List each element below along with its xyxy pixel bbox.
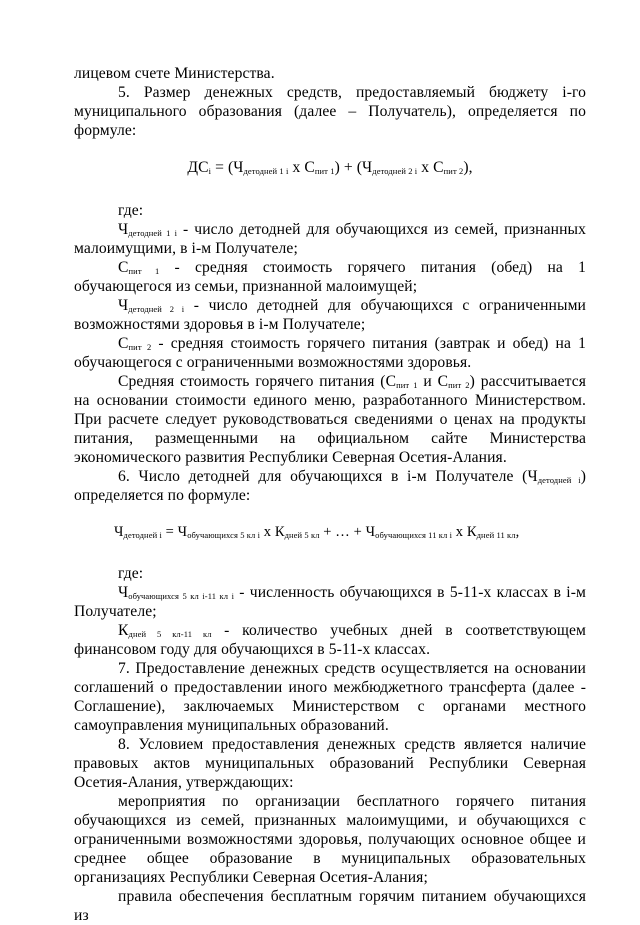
symbol-sub: детодней 1 i (128, 228, 178, 238)
definition-6 (74, 621, 586, 659)
definition-text: - число детодней для обучающихся из семей, признанных малоимущими, в i-м Получателе; (74, 221, 586, 257)
document-page (74, 64, 586, 925)
formula-sub: дней 5 кл (284, 530, 320, 540)
paragraph-5: 5. Размер денежных средств, предоставляемый бюджету i-го муниципального образования (далее – Получатель), определяется по формуле: (74, 84, 586, 139)
symbol-sub: пит 1 (128, 266, 160, 276)
formula-text: = Ч (161, 524, 188, 540)
paragraph-text: ) определяется по формуле: (74, 468, 586, 504)
formula-text: ), (463, 159, 473, 176)
symbol-sub: пит 2 (128, 342, 152, 352)
paragraph-text: ) рассчитывается на основании стоимости единого меню, разработанного Министерством. При расчете следует руководствоваться сведениями о ценах на продукты питания, размещенными на официальном сайте Министерства экономического развития Республики Северная Осетия-Алания. (74, 373, 586, 466)
formula-days (114, 523, 586, 542)
symbol-sub: детодней i (537, 475, 581, 485)
formula-text: х С (417, 159, 444, 176)
formula-sub: пит 1 (314, 166, 335, 176)
symbol: Ч (118, 584, 129, 601)
formula-text: х С (288, 159, 315, 176)
where-label: где: (118, 565, 144, 582)
definition-text: - количество учебных дней в соответствующем финансовом году для обучающихся в 5-11-х классах. (74, 622, 586, 658)
formula-text: ) + (Ч (334, 159, 373, 176)
formula-text: Ч (114, 524, 124, 540)
symbol-sub: дней 5 кл-11 кл (128, 629, 212, 639)
symbol-sub: детодней 2 i (128, 304, 185, 314)
formula-text: + … + Ч (319, 524, 376, 540)
paragraph-7: 7. Предоставление денежных средств осуществляется на основании соглашений о предоставлении иного межбюджетного трансферта (далее - Соглашение), заключаемых Министерством с органами местного самоуправления муниципальных образований. (74, 660, 586, 734)
formula-sub: детодней 1 i (243, 166, 289, 176)
symbol: К (118, 622, 129, 639)
symbol: Ч (118, 221, 129, 238)
symbol: Ч (118, 297, 129, 314)
paragraph-rules: правила обеспечения бесплатным горячим питанием обучающихся из (74, 888, 586, 924)
formula-sub: i (208, 166, 212, 176)
where-label: где: (118, 202, 144, 219)
paragraph: лицевом счете Министерства. (74, 65, 275, 82)
definition-text: - средняя стоимость горячего питания (завтрак и обед) на 1 обучающегося с ограниченными возможностями здоровья. (74, 335, 587, 371)
formula-sub: пит 2 (443, 166, 464, 176)
paragraph-text: 6. Число детодней для обучающихся в i-м Получателе (Ч (118, 468, 538, 485)
symbol-sub: пит 2 (448, 380, 470, 390)
paragraph-average-cost (74, 372, 586, 467)
paragraph-text: Средняя стоимость горячего питания (С (118, 373, 397, 390)
definition-text: - число детодней для обучающихся с ограниченными возможностями здоровья в i-м Получателе; (74, 297, 586, 333)
formula-ds (74, 158, 586, 177)
paragraph-8: 8. Условием предоставления денежных средств является наличие правовых актов муниципальных образований Республики Северная Осетия-Алания, утверждающих: (74, 736, 586, 791)
paragraph-6 (74, 467, 586, 505)
formula-text: х К (260, 524, 285, 540)
definition-5 (74, 583, 586, 621)
formula-text: х К (452, 524, 477, 540)
symbol: С (118, 335, 129, 352)
formula-text: = (Ч (211, 159, 244, 176)
definition-text: - средняя стоимость горячего питания (обед) на 1 обучающегося из семьи, признанной малоимущей; (74, 259, 587, 295)
formula-sub: обучающихся 11 кл i (375, 530, 453, 540)
definition-1 (74, 220, 586, 258)
symbol: С (118, 259, 129, 276)
formula-sub: обучающихся 5 кл i (187, 530, 261, 540)
symbol-sub: пит 1 (396, 380, 418, 390)
paragraph-text: и С (417, 373, 449, 390)
formula-text: , (515, 524, 520, 540)
formula-text: ДС (187, 159, 209, 176)
formula-sub: дней 11 кл (476, 530, 516, 540)
paragraph-measures: мероприятия по организации бесплатного горячего питания обучающихся из семей, признанных малоимущими, и обучающихся с ограниченными возможностями здоровья, получающих основное общее и среднее общее образование в муниципальных образовательных организациях Республики Северная Осетия-Алания; (74, 793, 586, 886)
definition-text: - численность обучающихся в 5-11-х классах в i-м Получателе; (74, 584, 586, 620)
formula-sub: детодней 2 i (372, 166, 418, 176)
formula-sub: детодней i (123, 530, 162, 540)
symbol-sub: обучающихся 5 кл i-11 кл i (128, 591, 235, 601)
definition-3 (74, 296, 586, 334)
definition-4 (74, 334, 586, 372)
definition-2 (74, 258, 586, 296)
